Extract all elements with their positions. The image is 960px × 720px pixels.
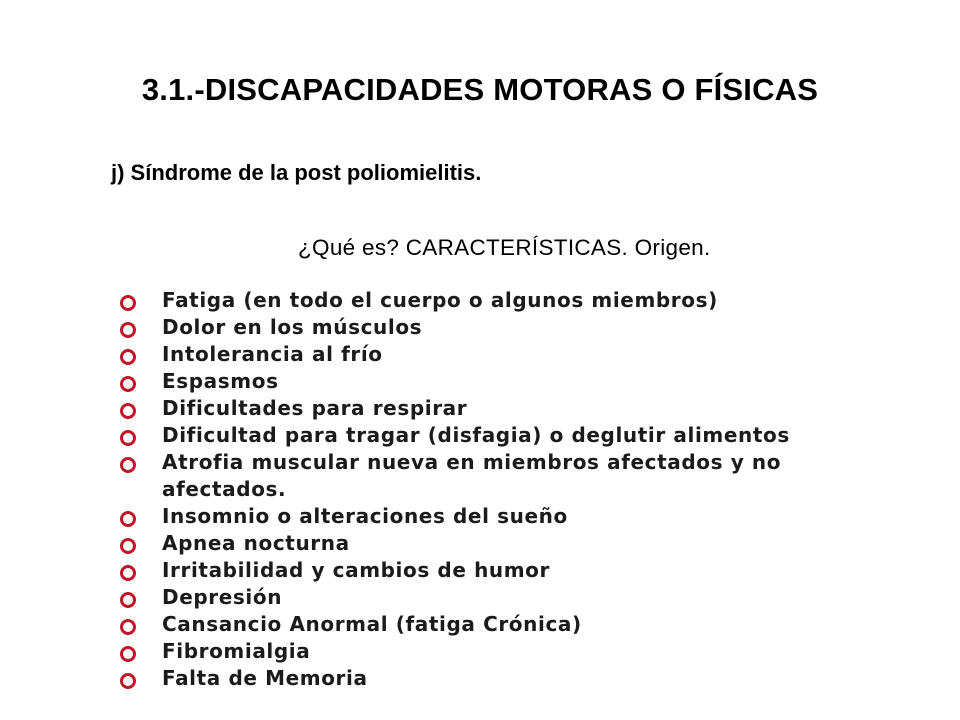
list-item-text: Fibromialgia — [162, 639, 311, 663]
ring-bullet-icon — [120, 430, 136, 446]
list-item-text: Espasmos — [162, 369, 279, 393]
list-item-text: Dolor en los músculos — [162, 315, 423, 339]
ring-bullet-icon — [120, 457, 136, 473]
list-item — [120, 449, 862, 503]
list-item-text: Falta de Memoria — [162, 666, 368, 690]
list-item-text: Fatiga (en todo el cuerpo o algunos miembros) — [162, 288, 718, 312]
list-item-text: Intolerancia al frío — [162, 342, 383, 366]
ring-bullet-icon — [120, 322, 136, 338]
list-item — [120, 530, 910, 557]
list-item-text: Atrofia muscular nueva en miembros afectados y no afectados. — [162, 450, 782, 501]
list-item — [120, 503, 910, 530]
list-item — [120, 395, 910, 422]
list-item-text: Depresión — [162, 585, 283, 609]
list-item-text: Insomnio o alteraciones del sueño — [162, 504, 568, 528]
list-item — [120, 584, 910, 611]
list-item — [120, 341, 910, 368]
list-item-text: Dificultades para respirar — [162, 396, 468, 420]
ring-bullet-icon — [120, 646, 136, 662]
list-item — [120, 422, 910, 449]
list-item-text: Apnea nocturna — [162, 531, 350, 555]
ring-bullet-icon — [120, 592, 136, 608]
slide-question: ¿Qué es? CARACTERÍSTICAS. Origen. — [298, 235, 711, 260]
slide-title: 3.1.-DISCAPACIDADES MOTORAS O FÍSICAS — [141, 72, 819, 107]
list-item — [120, 665, 910, 692]
list-item — [120, 368, 910, 395]
ring-bullet-icon — [120, 295, 136, 311]
ring-bullet-icon — [120, 403, 136, 419]
list-item-text: Irritabilidad y cambios de humor — [162, 558, 550, 582]
list-item — [120, 638, 910, 665]
list-item-text: Cansancio Anormal (fatiga Crónica) — [162, 612, 582, 636]
ring-bullet-icon — [120, 511, 136, 527]
list-item — [120, 314, 910, 341]
ring-bullet-icon — [120, 565, 136, 581]
ring-bullet-icon — [120, 538, 136, 554]
slide-subtitle: j) Síndrome de la post poliomielitis. — [111, 160, 482, 185]
list-item — [120, 611, 910, 638]
list-item — [120, 287, 910, 314]
symptoms-list — [120, 287, 910, 702]
list-item-text: Dificultad para tragar (disfagia) o deglutir alimentos — [162, 423, 790, 447]
ring-bullet-icon — [120, 349, 136, 365]
ring-bullet-icon — [120, 673, 136, 689]
ring-bullet-icon — [120, 619, 136, 635]
ring-bullet-icon — [120, 376, 136, 392]
list-item — [120, 557, 910, 584]
